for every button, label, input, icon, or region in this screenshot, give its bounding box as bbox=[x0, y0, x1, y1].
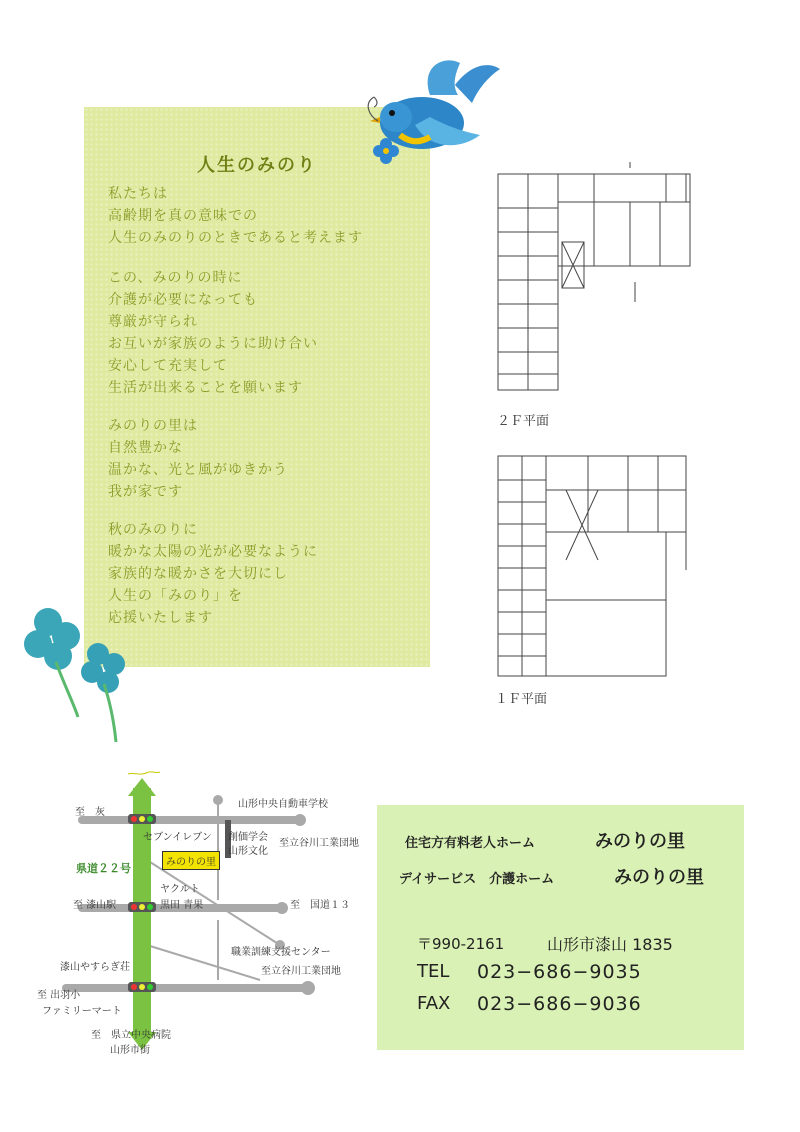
map-label-vocational-center: 職業訓練支援センター bbox=[231, 947, 331, 958]
map-label-kuroda: 黒田 青果 bbox=[160, 900, 204, 911]
tel-number: 023−686−9035 bbox=[477, 961, 642, 983]
access-map bbox=[0, 770, 370, 1070]
map-label-tani-industrial-2: 至立谷川工業団地 bbox=[261, 966, 341, 977]
poem-line: 安心して充実して bbox=[108, 358, 228, 374]
map-label-hai: 至 灰 bbox=[75, 807, 105, 818]
poem-line: 生活が出来ることを願います bbox=[108, 380, 303, 396]
address: 山形市漆山 1835 bbox=[547, 935, 673, 954]
map-label-seven-eleven: セブンイレブン bbox=[143, 832, 212, 843]
plan-caption-1f: １Ｆ平面 bbox=[495, 692, 548, 707]
poem-line: 人生の「みのり」を bbox=[108, 588, 243, 604]
poem-line: お互いが家族のように助け合い bbox=[108, 336, 318, 352]
poem-panel bbox=[84, 107, 430, 667]
bluebird-icon bbox=[360, 55, 510, 175]
poem-title: 人生のみのり bbox=[197, 155, 317, 176]
map-label-kendo22: 県道２２号 bbox=[76, 862, 131, 875]
facility-kind-1: 住宅方有料老人ホーム bbox=[405, 836, 536, 851]
poem-line: 暖かな太陽の光が必要なように bbox=[108, 544, 318, 560]
poem-line: 温かな、光と風がゆきかう bbox=[108, 462, 288, 478]
floor-plan-1f bbox=[488, 440, 703, 685]
map-label-soka-gakkai: 創価学会 bbox=[228, 832, 268, 843]
map-label-family-mart: ファミリーマート bbox=[42, 1006, 122, 1017]
poem-line: 私たちは bbox=[108, 186, 168, 202]
poem-line: 秋のみのりに bbox=[108, 522, 198, 538]
poem-line: 尊厳が守られ bbox=[108, 314, 198, 330]
map-label-yasuragi: 漆山やすらぎ荘 bbox=[60, 962, 130, 973]
contact-info-box bbox=[377, 805, 744, 1050]
floor-plan-2f bbox=[490, 162, 700, 397]
fax-label: FAX bbox=[417, 993, 451, 1014]
map-label-yakult: ヤクルト bbox=[160, 884, 200, 895]
map-label-yamagata-bunka: 山形文化 bbox=[228, 846, 268, 857]
poem-line: 応援いたします bbox=[108, 610, 213, 626]
facility-name-2: みのりの里 bbox=[614, 867, 704, 888]
traffic-light-icon bbox=[128, 814, 156, 824]
poem-line: 高齢期を真の意味での bbox=[108, 208, 258, 224]
poem-line: 人生のみのりのときであると考えます bbox=[108, 230, 363, 246]
facility-name-1: みのりの里 bbox=[595, 831, 685, 852]
map-label-city: 山形市街 bbox=[110, 1045, 150, 1056]
clover-icon bbox=[18, 602, 138, 747]
poem-line: この、みのりの時に bbox=[108, 270, 243, 286]
facility-kind-2: デイサービス 介護ホーム bbox=[399, 872, 555, 887]
map-label-tani-industrial: 至立谷川工業団地 bbox=[279, 838, 359, 849]
postal-code: 〒990-2161 bbox=[417, 935, 505, 953]
poem-line: 自然豊かな bbox=[108, 440, 183, 456]
map-label-dewa: 至 出羽小 bbox=[37, 990, 81, 1001]
map-label-driving-school: 山形中央自動車学校 bbox=[238, 799, 328, 810]
map-label-route13: 至 国道１３ bbox=[290, 900, 350, 911]
poem-line: 我が家です bbox=[108, 484, 183, 500]
map-label-hospital: 至 県立中央病院 bbox=[91, 1030, 171, 1041]
poem-line: みのりの里は bbox=[108, 418, 198, 434]
fax-number: 023−686−9036 bbox=[477, 993, 642, 1015]
map-label-urushiyama-station: 至 漆山駅 bbox=[73, 900, 117, 911]
tel-label: TEL bbox=[417, 961, 450, 982]
plan-caption-2f: ２Ｆ平面 bbox=[497, 414, 550, 429]
poem-line: 介護が必要になっても bbox=[108, 292, 258, 308]
traffic-light-icon bbox=[128, 902, 156, 912]
traffic-light-icon bbox=[128, 982, 156, 992]
poem-line: 家族的な暖かさを大切にし bbox=[108, 566, 288, 582]
map-minori-sign: みのりの里 bbox=[162, 851, 220, 870]
